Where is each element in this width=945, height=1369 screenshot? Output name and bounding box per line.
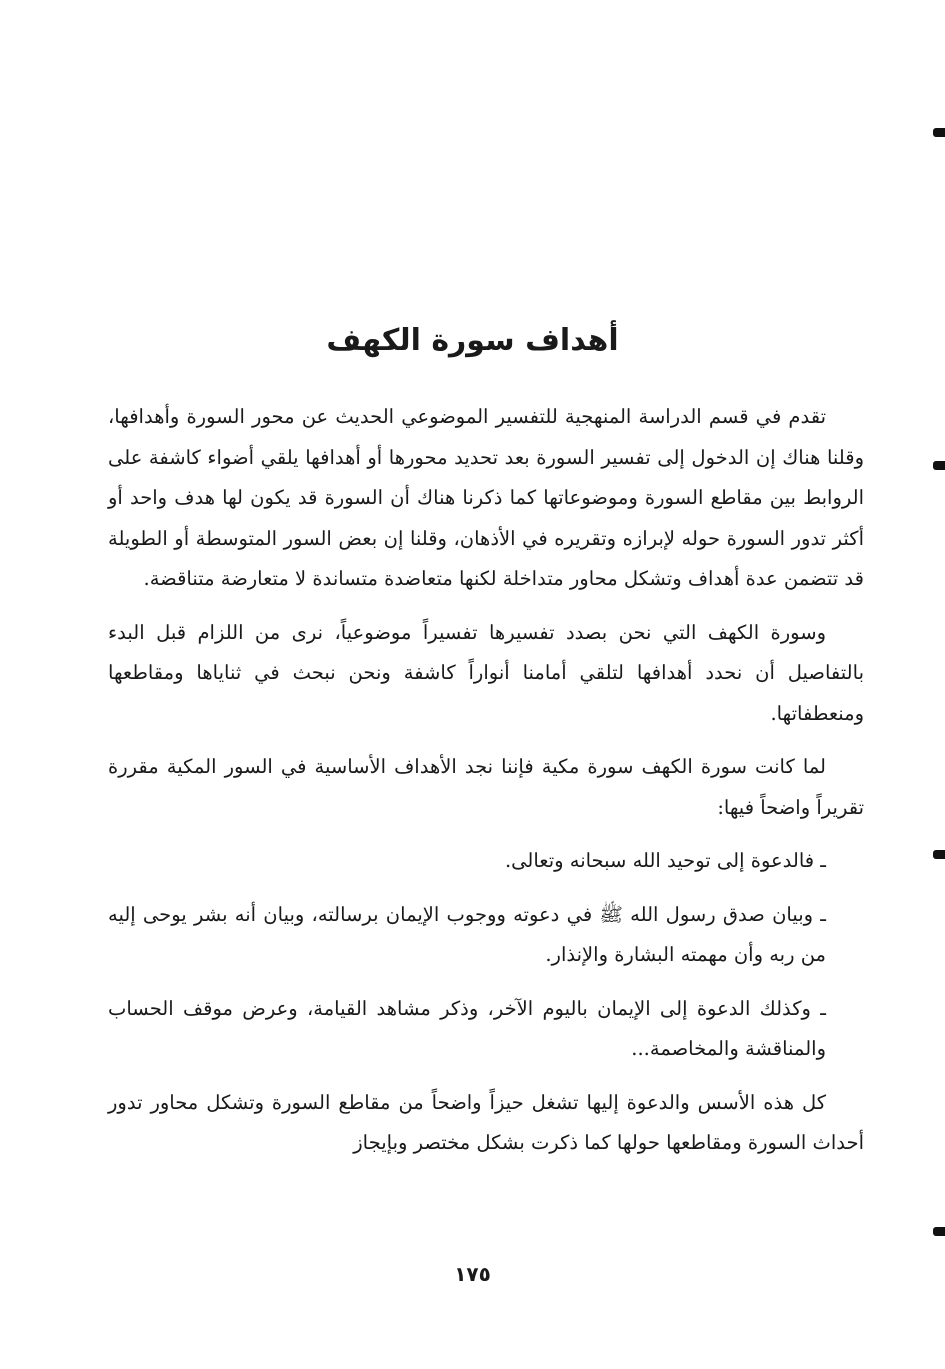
scan-edge-mark xyxy=(933,128,945,137)
bullet-prophethood: ـ وبيان صدق رسول الله ﷺ في دعوته ووجوب الإيمان برسالته، وبيان أنه بشر يوحى إليه من ربه وأن مهمته البشارة والإنذار. xyxy=(108,902,826,966)
scan-edge-mark xyxy=(933,850,945,859)
paragraph-intro: تقدم في قسم الدراسة المنهجية للتفسير الموضوعي الحديث عن محور السورة وأهدافها، وقلنا هناك إن الدخول إلى تفسير السورة بعد تحديد محورها أو أهدافها يلقي أضواء كاشفة على الروابط بين مقاطع السورة وموضوعاتها كما ذكرنا هناك أن السورة قد يكون لها هدف واحد أو أكثر تدور السورة حوله لإبرازه وتقريره في الأذهان، وقلنا إن بعض السور المتوسطة أو الطويلة قد تتضمن عدة أهداف وتشكل محاور متداخلة لكنها متعاضدة متساندة لا متعارضة متناقضة. xyxy=(108,405,864,590)
bullet-afterlife: ـ وكذلك الدعوة إلى الإيمان باليوم الآخر، وذكر مشاهد القيامة، وعرض موقف الحساب والمناقشة والمخاصمة... xyxy=(108,996,826,1060)
scan-edge-mark xyxy=(933,1227,945,1236)
paragraph-conclusion: كل هذه الأسس والدعوة إليها تشغل حيزاً واضحاً من مقاطع السورة وتشكل محاور تدور أحداث السورة ومقاطعها حولها كما ذكرت بشكل مختصر وبإيجاز xyxy=(108,1090,864,1154)
page-number: ١٧٥ xyxy=(454,1262,491,1286)
body-text xyxy=(108,397,864,1177)
bullet-tawhid: ـ فالدعوة إلى توحيد الله سبحانه وتعالى. xyxy=(504,849,826,872)
page-title: أهداف سورة الكهف xyxy=(326,323,619,358)
paragraph-kahf: وسورة الكهف التي نحن بصدد تفسيرها تفسيراً موضوعياً، نرى من اللزام قبل البدء بالتفاصيل أن نحدد أهدافها لتلقي أمامنا أنواراً كاشفة ونحن نبحث في ثناياها ومقاطعها ومنعطفاتها. xyxy=(108,620,864,725)
scan-edge-mark xyxy=(933,461,945,470)
paragraph-makki-goals: لما كانت سورة الكهف سورة مكية فإننا نجد الأهداف الأساسية في السور المكية مقررة تقريراً واضحاً فيها: xyxy=(108,755,864,819)
